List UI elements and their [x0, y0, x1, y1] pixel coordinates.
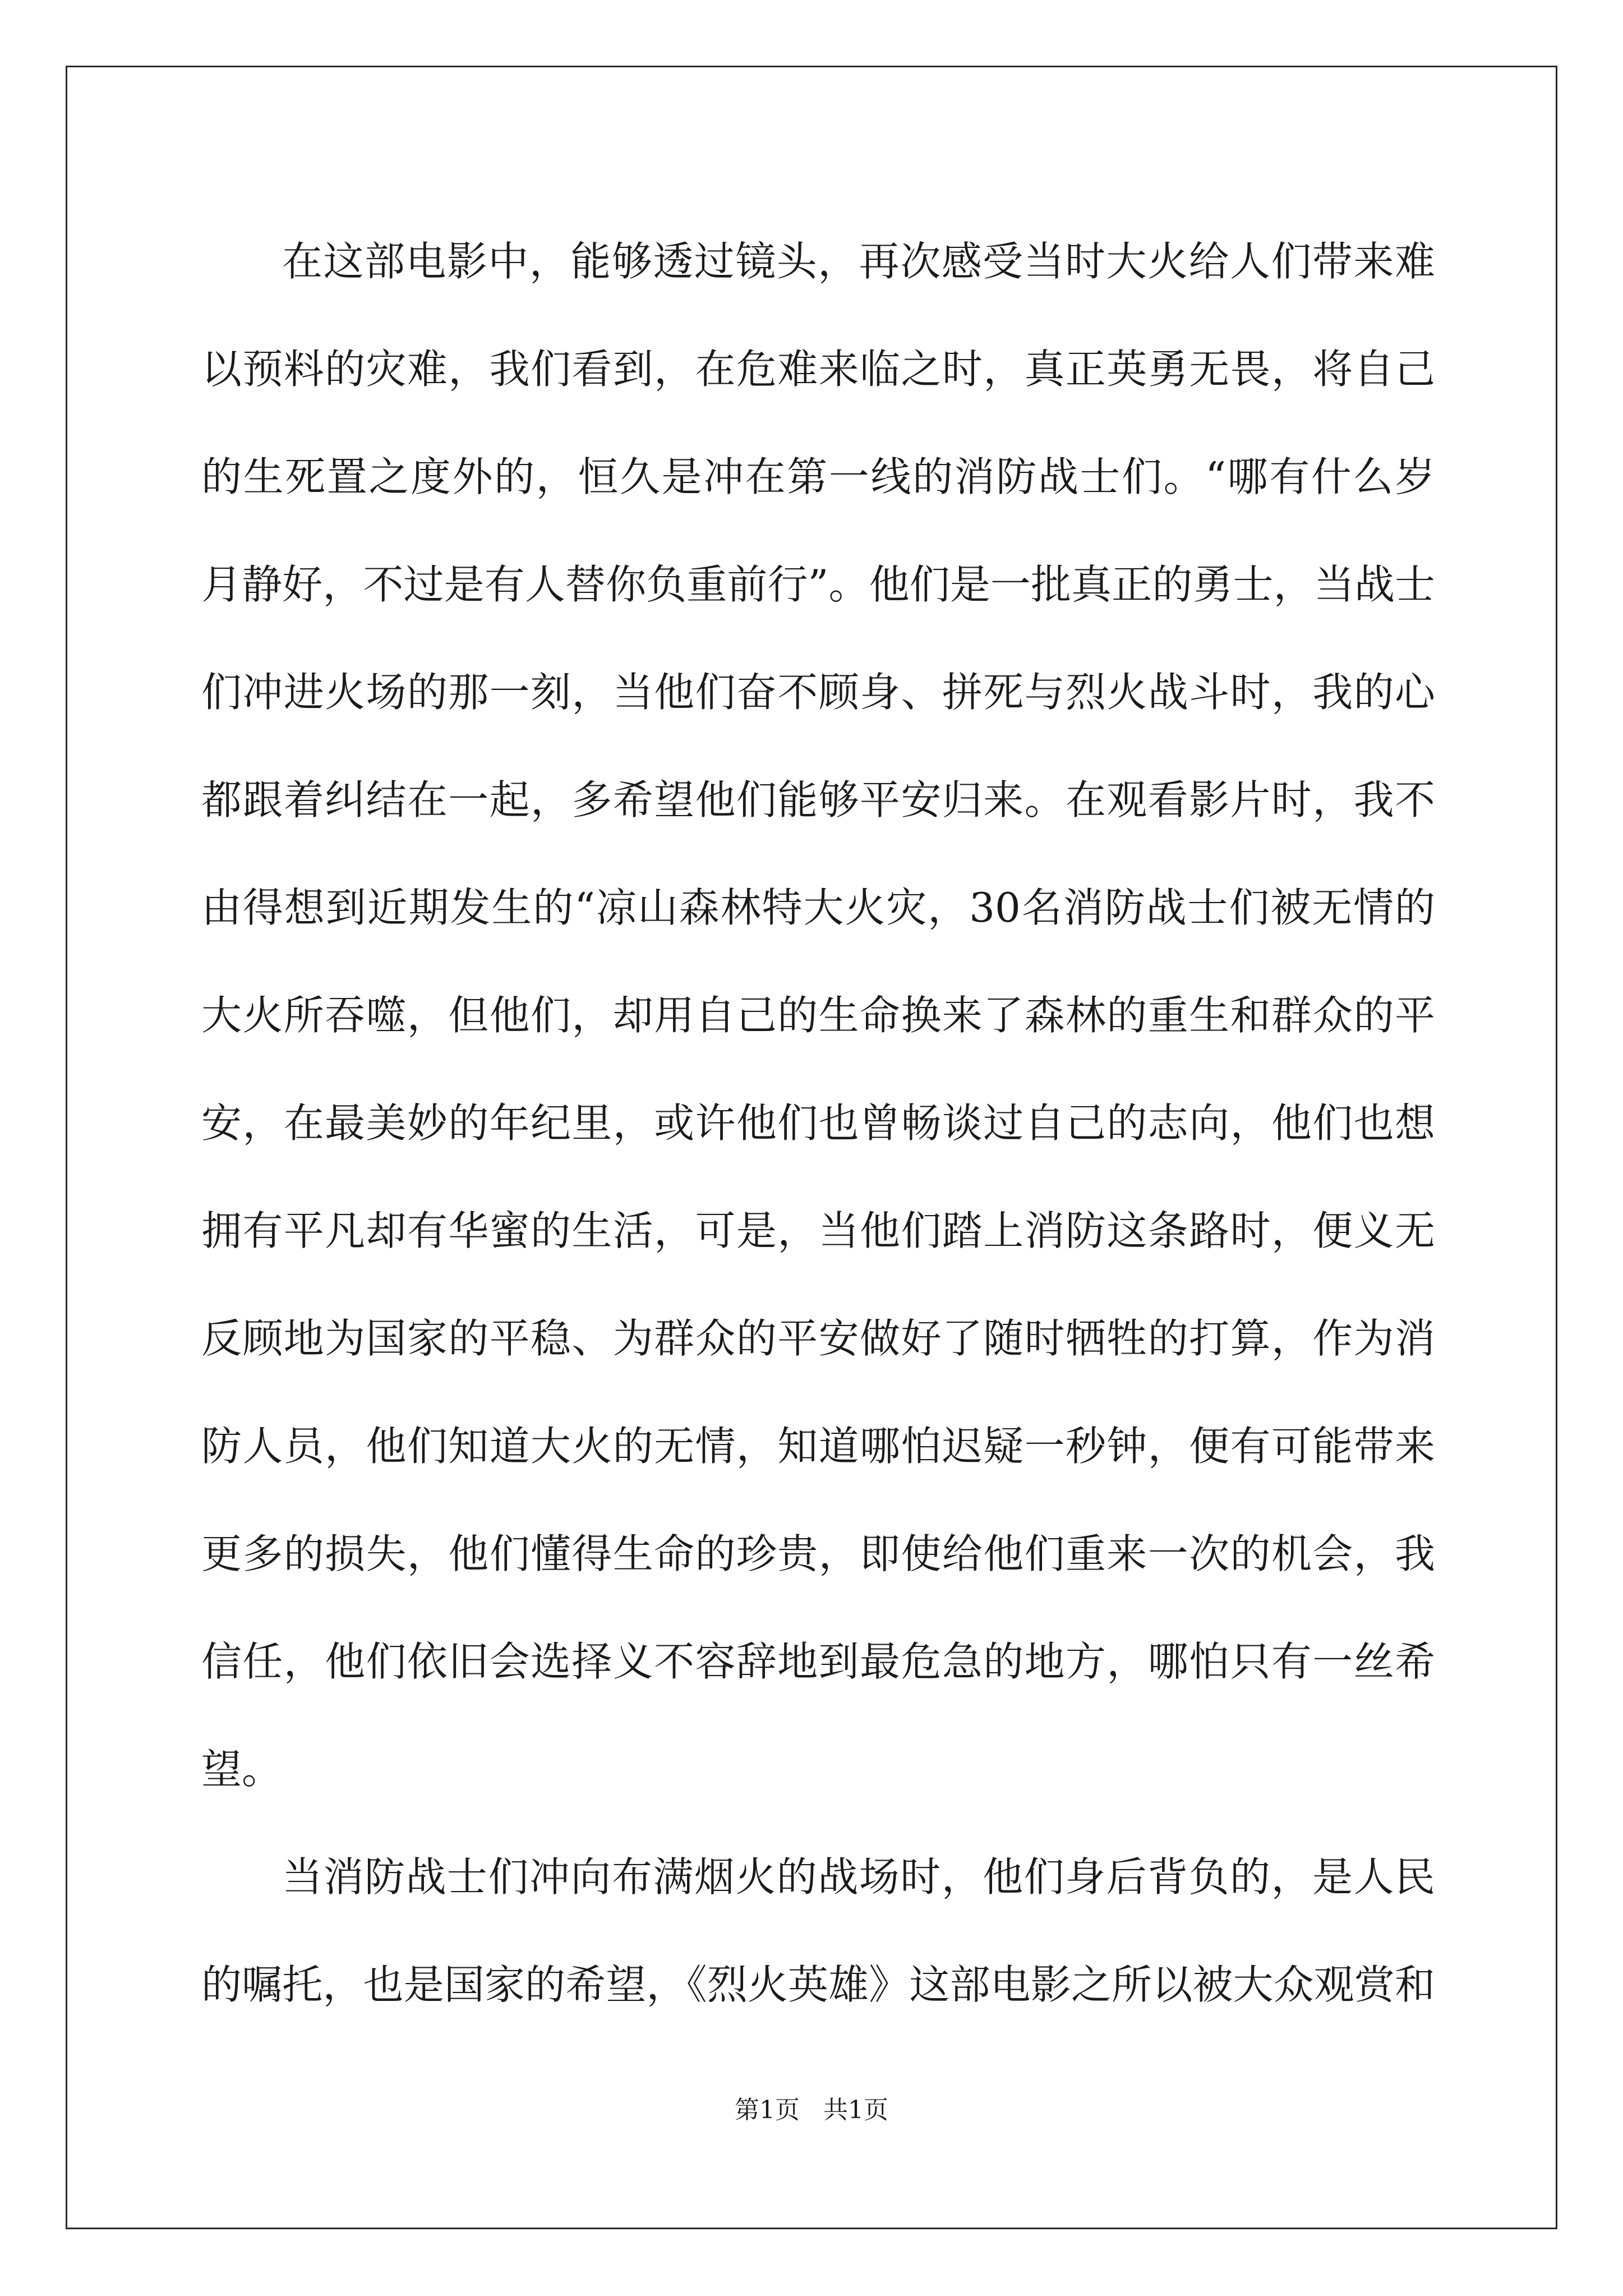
- page-number-footer: 第1页 共1页: [735, 2096, 888, 2124]
- paragraph-1-line-15: 望。: [201, 1746, 283, 1793]
- paragraph-2-line-1: 当消防战士们冲向布满烟火的战场时，他们身后背负的，是人民: [282, 1853, 1435, 1901]
- paragraph-1-line-4: 月静好，不过是有人替你负重前行”。他们是一批真正的勇士，当战士: [201, 561, 1435, 608]
- paragraph-1-line-7: 由得想到近期发生的“凉山森林特大火灾，30名消防战士们被无情的: [201, 884, 1435, 931]
- paragraph-1-line-9: 安，在最美妙的年纪里，或许他们也曾畅谈过自己的志向，他们也想: [201, 1099, 1435, 1147]
- paragraph-2-line-2: 的嘱托，也是国家的希望，《烈火英雄》这部电影之所以被大众观赏和: [201, 1961, 1435, 2008]
- paragraph-1-line-5: 们冲进火场的那一刻，当他们奋不顾身、拼死与烈火战斗时，我的心: [201, 669, 1435, 716]
- paragraph-1-line-12: 防人员，他们知道大火的无情，知道哪怕迟疑一秒钟，便有可能带来: [201, 1423, 1435, 1470]
- paragraph-1-line-6: 都跟着纠结在一起，多希望他们能够平安归来。在观看影片时，我不: [201, 776, 1435, 823]
- document-body: [201, 208, 1435, 2039]
- paragraph-1-line-3: 的生死置之度外的，恒久是冲在第一线的消防战士们。“哪有什么岁: [201, 453, 1435, 500]
- paragraph-1-line-11: 反顾地为国家的平稳、为群众的平安做好了随时牺牲的打算，作为消: [201, 1315, 1435, 1362]
- paragraph-1-line-10: 拥有平凡却有华蜜的生活，可是，当他们踏上消防这条路时，便义无: [201, 1207, 1435, 1254]
- paragraph-1-line-8: 大火所吞噬，但他们，却用自己的生命换来了森林的重生和群众的平: [201, 992, 1435, 1039]
- paragraph-1-line-13: 更多的损失，他们懂得生命的珍贵，即使给他们重来一次的机会，我: [201, 1530, 1435, 1577]
- paragraph-1-line-14: 信任，他们依旧会选择义不容辞地到最危急的地方，哪怕只有一丝希: [201, 1638, 1435, 1685]
- paragraph-1-line-2: 以预料的灾难，我们看到，在危难来临之时，真正英勇无畏，将自己: [201, 346, 1435, 393]
- paragraph-1-line-1: 在这部电影中，能够透过镜头，再次感受当时大火给人们带来难: [282, 238, 1435, 285]
